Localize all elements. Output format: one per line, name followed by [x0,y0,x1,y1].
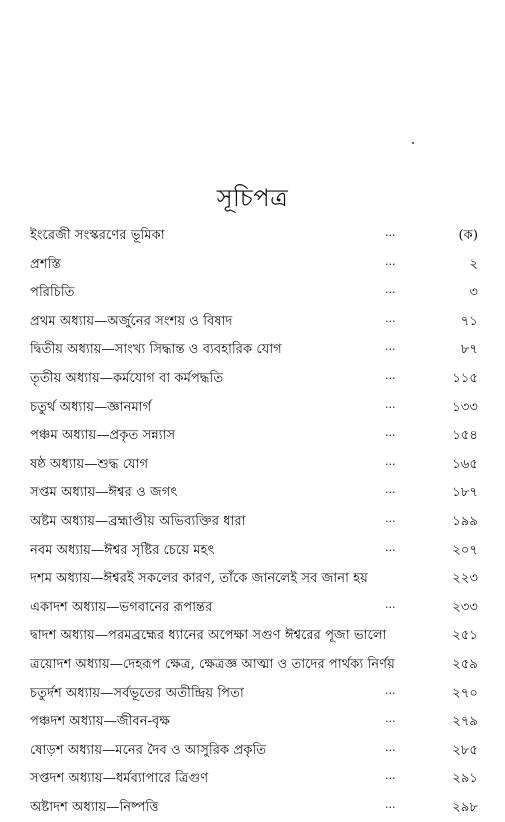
toc-entry-label: তৃতীয় অধ্যায়—কর্মযোগ বা কর্মপদ্ধতি [30,370,224,386]
toc-entry-page-number: ২২৩ [452,571,478,587]
toc-entry-page-number: ২৯১ [452,771,478,787]
toc-entry-page-number: ১১৫ [452,370,478,386]
toc-entry-label: নবম অধ্যায়—ঈশ্বর সৃষ্টির চেয়ে মহৎ [30,542,215,558]
toc-leader-dots: ··· [385,772,396,786]
toc-entry-label: চতুর্থ অধ্যায়—জ্ঞানমার্গ [30,399,152,415]
toc-entry-page-number: ২ [469,256,478,272]
toc-entry [30,708,478,737]
toc-entry-label: ত্রয়োদশ অধ্যায়—দেহরূপ ক্ষেত্র, ক্ষেত্রজ্ঞ আত্মা ও তাদের পার্থক্য নির্ণয় [30,656,395,672]
toc-entry [30,222,478,251]
toc-entry [30,422,478,451]
toc-entry-page-number: ২৭৯ [452,714,478,730]
toc-entry-page-number: ৩ [469,285,478,301]
toc-entry [30,765,478,794]
toc-entry [30,279,478,308]
toc-entry [30,565,478,594]
page-speck [412,142,414,144]
toc-entry [30,537,478,566]
toc-entry-label: একাদশ অধ্যায়—ভগবানের রূপান্তর [30,599,213,615]
toc-entry [30,394,478,423]
toc-leader-dots: ··· [385,486,396,500]
toc-leader-dots: ··· [385,314,396,328]
toc-entry [30,308,478,337]
toc-leader-dots: ··· [385,429,396,443]
toc-entry [30,622,478,651]
toc-entry-label: পঞ্চম অধ্যায়—প্রকৃত সন্ন্যাস [30,428,176,444]
toc-entry-page-number: ৭১ [460,313,478,329]
toc-entry-label: দ্বাদশ অধ্যায়—পরমব্রহ্মের ধ্যানের অপেক্ষা সগুণ ঈশ্বরের পূজা ভালো [30,628,387,644]
toc-leader-dots: ··· [385,600,396,614]
toc-entry [30,594,478,623]
toc-leader-dots: ··· [385,743,396,757]
toc-entry-page-number: ২৮৫ [452,742,478,758]
toc-entry-label: ইংরেজী সংস্করণের ভূমিকা [30,228,165,243]
toc-entry-label: ষষ্ঠ অধ্যায়—শুদ্ধ যোগ [30,456,149,472]
toc-entry-page-number: ১৯৯ [452,513,478,529]
toc-entry [30,680,478,709]
toc-leader-dots: ··· [385,686,396,700]
toc-leader-dots: ··· [385,229,396,242]
toc-leader-dots: ··· [385,371,396,385]
toc-entry-label: পরিচিতি [30,285,75,301]
toc-entry [30,737,478,766]
toc-entry-label: সপ্তদশ অধ্যায়—ধর্মব্যাপারে ত্রিগুণ [30,771,209,787]
toc-entry-label: চতুর্দশ অধ্যায়—সর্বভূতের অতীন্দ্রিয় পিতা [30,685,244,701]
toc-leader-dots: ··· [385,514,396,528]
toc-entry-page-number: ১৮৭ [452,485,478,501]
toc-entry-label: দশম অধ্যায়—ঈশ্বরই সকলের কারণ, তাঁকে জানলেই সব জানা হয় [30,571,368,587]
toc-entry-page-number: ২৯৮ [452,799,478,815]
toc-entry-page-number: ২৫১ [452,628,478,644]
toc-entry-page-number: ১৬৫ [452,456,478,472]
toc-entry-page-number: ২৫৯ [452,656,478,672]
toc-entry [30,794,478,822]
toc-entry [30,336,478,365]
toc-leader-dots: ··· [385,457,396,471]
toc-entry-label: সপ্তম অধ্যায়—ঈশ্বর ও জগৎ [30,485,178,501]
toc-entry-label: দ্বিতীয় অধ্যায়—সাংখ্য সিদ্ধান্ত ও ব্যবহারিক যোগ [30,342,282,358]
toc-entry [30,479,478,508]
toc-entry-label: অষ্টাদশ অধ্যায়—নিষ্পত্তি [30,799,159,815]
toc-entry-page-number: (ক) [458,228,478,243]
toc-leader-dots: ··· [385,286,396,300]
table-of-contents [30,222,478,822]
toc-entry [30,365,478,394]
toc-leader-dots: ··· [385,800,396,814]
toc-leader-dots: ··· [385,257,396,271]
toc-entry [30,451,478,480]
toc-entry-page-number: ২৩৩ [452,599,478,615]
toc-entry-page-number: ২০৭ [452,542,478,558]
toc-entry-label: পঞ্চদশ অধ্যায়—জীবন-বৃক্ষ [30,714,171,730]
toc-entry-page-number: ৮৭ [460,342,478,358]
toc-entry-label: প্রথম অধ্যায়—অর্জুনের সংশয় ও বিষাদ [30,313,233,329]
toc-leader-dots: ··· [385,543,396,557]
toc-entry [30,508,478,537]
page-title: সূচিপত্র [216,184,289,212]
toc-entry-label: প্রশস্তি [30,256,61,272]
toc-entry-page-number: ২৭০ [452,685,478,701]
toc-entry-page-number: ১৩৩ [452,399,478,415]
toc-entry [30,251,478,280]
toc-leader-dots: ··· [385,715,396,729]
toc-entry-label: অষ্টম অধ্যায়—ব্রহ্মাণ্ডীয় অভিব্যক্তির ধারা [30,513,246,529]
toc-leader-dots: ··· [385,400,396,414]
toc-entry-page-number: ১৫৪ [452,428,478,444]
toc-entry-label: ষোড়শ অধ্যায়—মনের দৈব ও আসুরিক প্রকৃতি [30,742,267,758]
toc-entry [30,651,478,680]
toc-leader-dots: ··· [385,343,396,357]
